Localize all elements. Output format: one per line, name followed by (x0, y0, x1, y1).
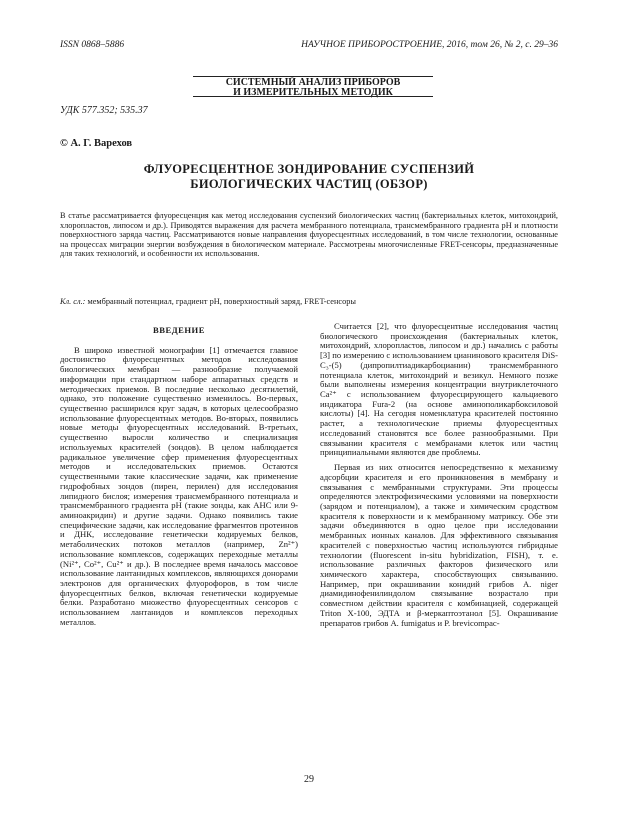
article-title-line2: БИОЛОГИЧЕСКИХ ЧАСТИЦ (ОБЗОР) (190, 177, 428, 191)
keywords-text: мембранный потенциал, градиент pH, поверхностный заряд, FRET-сенсоры (87, 297, 356, 306)
abstract: В статье рассматривается флуоресценция как метод исследования суспензий биологических частиц (бактериальных клеток, митохондрий, хлоропластов, липосом и др.). Приводятся выражения для расчета мембранного потенциала, трансмембранного градиента pH и плотности поверхностного заряда частиц. Рассматриваются новые направления флуоресцентных исследований, в том числе технологии, основанные на процессах миграции энергии возбуждения в биологическом материале. Рассмотрены многочисленные FRET-сенсоры, предназначенные для таких технологий, и особенности их использования. (60, 211, 558, 259)
journal-reference-header: НАУЧНОЕ ПРИБОРОСТРОЕНИЕ, 2016, том 26, № 2, с. 29–36 (301, 40, 558, 50)
right-column (320, 322, 558, 628)
udk-code: УДК 577.352; 535.37 (60, 105, 148, 116)
section-name-line1: СИСТЕМНЫЙ АНАЛИЗ ПРИБОРОВ (225, 77, 401, 88)
section-name-line2: И ИЗМЕРИТЕЛЬНЫХ МЕТОДИК (233, 87, 393, 98)
section-name (193, 78, 433, 98)
author-line: © А. Г. Варехов (60, 138, 133, 149)
issn-header: ISSN 0868–5886 (60, 40, 125, 50)
article-title-line1: ФЛУОРЕСЦЕНТНОЕ ЗОНДИРОВАНИЕ СУСПЕНЗИЙ (143, 162, 475, 176)
article-title (60, 162, 558, 192)
page-number: 29 (304, 774, 314, 785)
left-column (60, 322, 298, 628)
keywords-label: Кл. сл.: (60, 297, 86, 306)
keywords (60, 297, 558, 306)
right-paragraph-1: Считается [2], что флуоресцентные исследования частиц биологического происхождения (бактериальных клеток, митохондрий, хлоропластов, липосом и др.) начались с работы [3] по измерению с использованием цианинового красителя DiS-C₃-(5) (дипропилтиадикарбоцианин) трансмембранного потенциала клеток, митохондрий и везикул. Немного позже были выполнены измерения концентрации внутриклеточного Ca²⁺ с использованием флуоресцирующего кальциевого индикатора Fura-2 (на основе аминополикарбоксиловой кислоты) [4]. На сегодня номенклатура красителей постоянно растет, а технологические приемы флуоресцентных исследований становятся все более разнообразными. При связывании красителя с мембранами клеток или частиц принципиальными являются две проблемы. (320, 321, 558, 458)
introduction-heading: ВВЕДЕНИЕ (153, 325, 205, 335)
right-paragraph-2: Первая из них относится непосредственно к механизму адсорбции красителя и его проникновения в мембрану и связывания с мембранными структурами. Эти процессы определяются электрофизическими условиями на поверхности (зарядом и потенциалом), а также и химическим сродством красителя к поверхности и к мембранному матриксу. Обе эти задачи объединяются в одно целое при исследовании мембранных ионных каналов. Для эффективного связывания красителей с поверхностью частиц используются гибридные технологии (fluorescent in-situ hybridization, FISH), т. е. использование различных факторов физического или химического характера, способствующих связыванию. Например, при окрашивании конидий грибов A. niger диамидинофенилиндолом связывание возрастало при совместном действии красителя с комбинацией, содержащей Triton X-100, ЭДТА и β-меркаптоэтанол [5]. Окрашивание препаратов грибов A. fumigatus и P. brevicompac- (320, 462, 558, 628)
section-rule-bottom (193, 96, 433, 97)
left-paragraph-1: В широко известной монографии [1] отмечается главное достоинство флуоресцентных методов исследования биологических мембран — разнообразие получаемой информации при стандартном наборе аппаратных средств и методических приемов. В последние несколько десятилетий, однако, это положение существенно изменилось. Во-первых, существенно расширился круг задач, в которых целесообразно использование флуоресцентных методов. Во-вторых, появились новые методы флуоресцентных исследований. В-третьих, существенно выросли количество и специализация используемых красителей (зондов). В целом наблюдается радикальное увеличение сфер применения флуоресцентных методов и исследовательских приемов. Остаются существенными такие классические задачи, как применение гидрофобных зондов (пирен, перилен) для исследования липидного бислоя; измерения трансмембранного потенциала и трансмембранного градиента pH (такие зонды, как АНС или 9-аминоакридин) и другие задачи. Однако появились такие специфические задачи, как исследование фрагментов протеинов и ДНК, исследование генетически кодируемых белков, метаболических потоков металлов (например, Zn²⁺) использование комплексов, содержащих переходные металлы (Ni²⁺, Co²⁺, Cu²⁺ и др.). В последнее время началось массовое использование лантанидных комплексов, являющихся донорами электронов для органических флуорофоров, в том числе флуоресцентных белков, включая генетически кодируемые белки. Разработано множество флуоресцентных сенсоров с использованием лантанидов и комплексов переходных металлов. (60, 344, 298, 627)
